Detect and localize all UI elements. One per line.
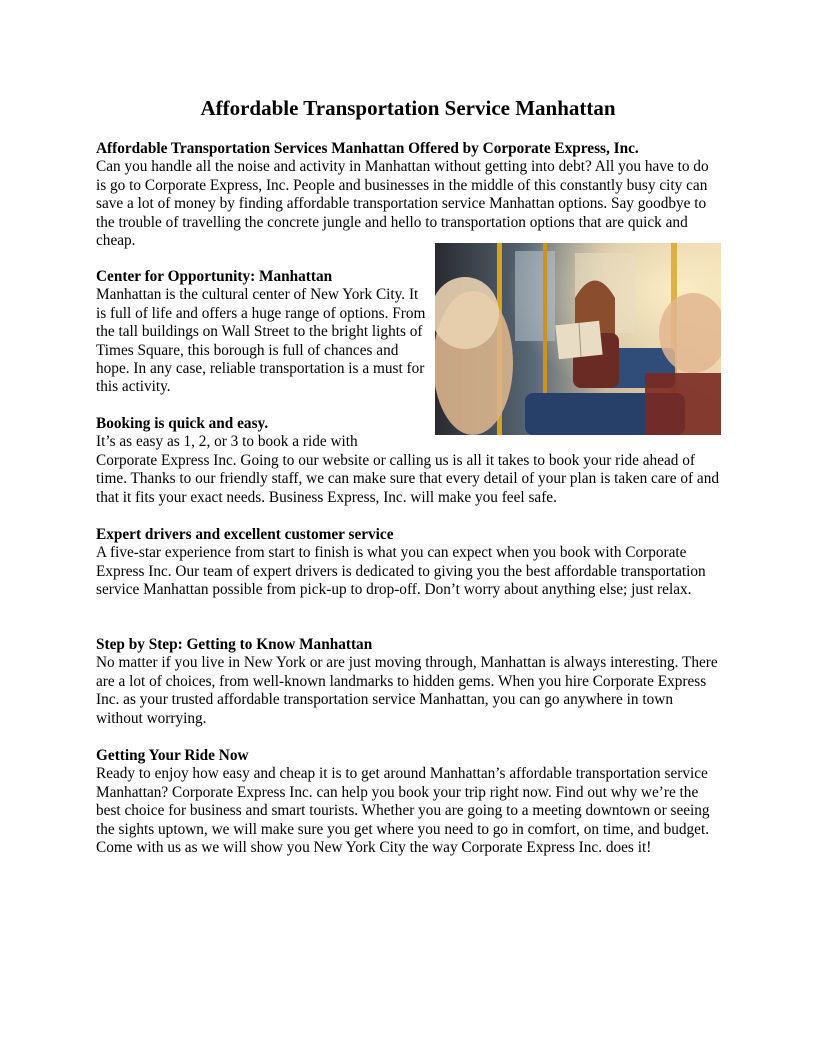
center-section [96,268,431,397]
center-body: Manhattan is the cultural center of New York City. It is full of life and offers a huge range of options. From the tall buildings on Wall Street to the bright lights of Times Square, this borough is full of chances and hope. In any case, reliable transportation is a must for this activity. [96,286,426,396]
page-title: Affordable Transportation Service Manhattan [200,96,616,120]
steps-heading: Step by Step: Getting to Know Manhattan [96,636,373,653]
intro-body: Can you handle all the noise and activity in Manhattan without getting into debt? All you have to do is go to Corporate Express, Inc. People and businesses in the middle of this constantly busy city can save a lot of money by finding affordable transportation service Manhattan options. Say goodbye to the trouble of travelling the concrete jungle and hello to transportation options that are quick and cheap. [96,158,709,250]
ride-heading: Getting Your Ride Now [96,747,249,764]
drivers-heading: Expert drivers and excellent customer service [96,526,394,543]
intro-heading: Affordable Transportation Services Manhattan Offered by Corporate Express, Inc. [96,140,639,157]
bus-passenger-photo [435,243,721,435]
intro-section [96,140,720,250]
center-heading: Center for Opportunity: Manhattan [96,268,333,285]
booking-heading: Booking is quick and easy. [96,415,269,432]
booking-body-line1: It’s as easy as 1, 2, or 3 to book a ride with [96,433,358,451]
booking-section [96,415,720,507]
ride-section [96,747,720,857]
ride-body: Ready to enjoy how easy and cheap it is to get around Manhattan’s affordable transportation service Manhattan? Corporate Express Inc. can help you book your trip right now. Find out why we’re the best choice for business and smart tourists. Whether you are going to a meeting downtown or seeing the sights uptown, we will make sure you get where you need to go in comfort, on time, and budget. Come with us as we will show you New York City the way Corporate Express Inc. does it! [96,765,710,857]
booking-body: Corporate Express Inc. Going to our website or calling us is all it takes to book your ride ahead of time. Thanks to our friendly staff, we can make sure that every detail of your plan is taken care of and that it fits your exact needs. Business Express, Inc. will make you feel safe. [96,451,719,506]
steps-section [96,636,720,728]
steps-body: No matter if you live in New York or are just moving through, Manhattan is always interesting. There are a lot of choices, from well-known landmarks to hidden gems. When you hire Corporate Express Inc. as your trusted affordable transportation service Manhattan, you can go anywhere in town without worrying. [96,654,718,727]
drivers-section [96,526,720,600]
drivers-body: A five-star experience from start to finish is what you can expect when you book with Corporate Express Inc. Our team of expert drivers is dedicated to giving you the best affordable transportation service Manhattan possible from pick-up to drop-off. Don’t worry about anything else; just relax. [96,544,706,599]
